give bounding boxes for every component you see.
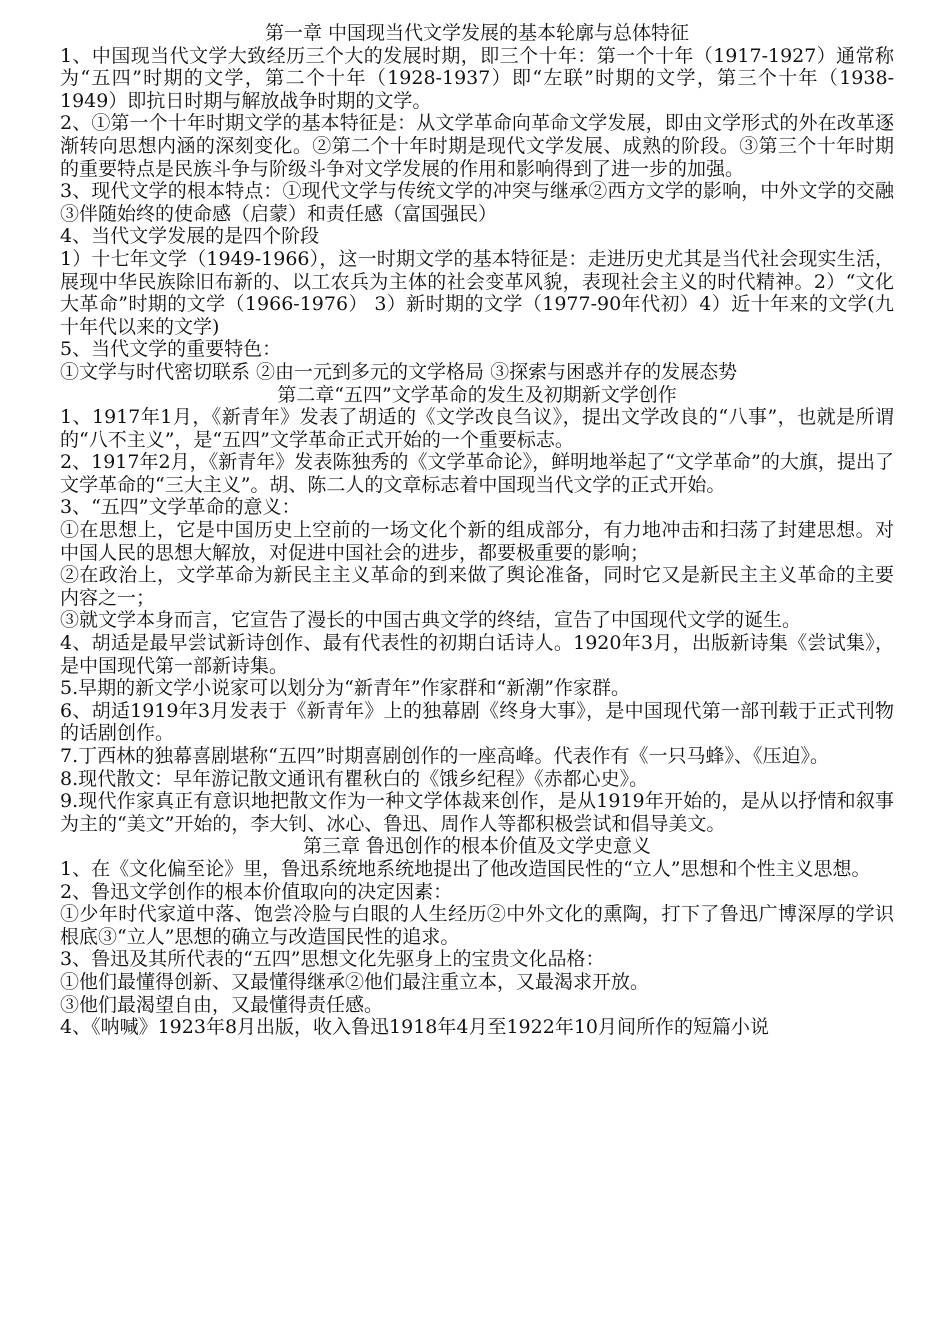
paragraph: ①在思想上，它是中国历史上空前的一场文化个新的组成部分，有力地冲击和扫荡了封建思想。对中国人民的思想大解放，对促进中国社会的进步，都要极重要的影响； — [60, 519, 894, 564]
paragraph: ①文学与时代密切联系 ②由一元到多元的文学格局 ③探索与困惑并存的发展态势 — [60, 360, 738, 383]
paragraph: ①少年时代家道中落、饱尝冷脸与白眼的人生经历②中外文化的熏陶，打下了鲁迅广博深厚的学识根底③“立人”思想的确立与改造国民性的追求。 — [60, 903, 894, 948]
paragraph: 7.丁西林的独幕喜剧堪称“五四”时期喜剧创作的一座高峰。代表作有《一只马蜂》、《压迫》。 — [60, 745, 830, 767]
paragraph: 1、在《文化偏至论》里，鲁迅系统地系统地提出了他改造国民性的“立人”思想和个性主义思想。 — [60, 857, 871, 880]
paragraph: 1）十七年文学（1949-1966），这一时期文学的基本特征是：走进历史尤其是当代社会现实生活，展现中华民族除旧布新的、以工农兵为主体的社会变革风貌，表现社会主义的时代精神。2）“文化大革命”时期的文学（1966-1976） 3）新时期的文学（1977-90年代初）4）近十年来的文学(九十年代以来的文学) — [60, 247, 894, 338]
paragraph: 4、《呐喊》1923年8月出版，收入鲁迅1918年4月至1922年10月间所作的短篇小说 — [60, 1016, 770, 1039]
chapter-1-title: 第一章 中国现当代文学发展的基本轮廓与总体特征 — [264, 22, 690, 44]
paragraph: 3、鲁迅及其所代表的“五四”思想文化先驱身上的宝贵文化品格： — [60, 948, 605, 971]
paragraph: 2、鲁迅文学创作的根本价值取向的决定因素： — [60, 880, 453, 903]
paragraph: 8.现代散文：早年游记散文通讯有瞿秋白的《饿乡纪程》《赤都心史》。 — [60, 767, 649, 790]
document-body — [60, 22, 894, 1039]
paragraph: 3、现代文学的根本特点：①现代文学与传统文学的冲突与继承②西方文学的影响，中外文学的交融③伴随始终的使命感（启蒙）和责任感（富国强民） — [60, 180, 894, 225]
paragraph: 2、①第一个十年时期文学的基本特征是：从文学革命向革命文学发展，即由文学形式的外在改革逐渐转向思想内涵的深刻变化。②第二个十年时期是现代文学发展、成熟的阶段。③第三个十年时期的重要特点是民族斗争与阶级斗争对文学发展的作用和影响得到了进一步的加强。 — [60, 112, 894, 180]
paragraph: 2、1917年2月，《新青年》发表陈独秀的《文学革命论》，鲜明地举起了“文学革命”的大旗，提出了文学革命的“三大主义”。胡、陈二人的文章标志着中国现当代文学的正式开始。 — [60, 451, 894, 496]
paragraph: ②在政治上，文学革命为新民主主义革命的到来做了舆论准备，同时它又是新民主主义革命的主要内容之一； — [60, 564, 894, 609]
paragraph: 5、当代文学的重要特色： — [60, 338, 282, 361]
paragraph: 9.现代作家真正有意识地把散文作为一种文学体裁来创作，是从1919年开始的，是从以抒情和叙事为主的“美文”开始的，李大钊、冰心、鲁迅、周作人等都积极尝试和倡导美文。 — [60, 790, 894, 835]
paragraph: 6、胡适1919年3月发表于《新青年》上的独幕剧《终身大事》，是中国现代第一部刊载于正式刊物的话剧创作。 — [60, 699, 894, 745]
chapter-2-title: 第二章“五四”文学革命的发生及初期新文学创作 — [277, 383, 677, 406]
chapter-3-title: 第三章 鲁迅创作的根本价值及文学史意义 — [302, 835, 652, 858]
paragraph: ①他们最懂得创新、又最懂得继承②他们最注重立本，又最渴求开放。 — [60, 970, 650, 993]
paragraph: ③他们最渴望自由，又最懂得责任感。 — [60, 993, 384, 1016]
paragraph: 3、“五四”文学革命的意义： — [60, 496, 301, 519]
paragraph: 4、当代文学发展的是四个阶段 — [60, 225, 320, 248]
paragraph: 1、1917年1月，《新青年》发表了胡适的《文学改良刍议》，提出文学改良的“八事”，也就是所谓的“八不主义”，是“五四”文学革命正式开始的一个重要标志。 — [60, 406, 894, 451]
paragraph: 4、胡适是最早尝试新诗创作、最有代表性的初期白话诗人。1920年3月，出版新诗集《尝试集》，是中国现代第一部新诗集。 — [60, 632, 894, 677]
paragraph: 1、中国现当代文学大致经历三个大的发展时期，即三个十年：第一个十年（1917-1927）通常称为“五四”时期的文学，第二个十年（1928-1937）即“左联”时期的文学，第三个十年（1938-1949）即抗日时期与解放战争时期的文学。 — [60, 44, 894, 112]
paragraph: ③就文学本身而言，它宣告了漫长的中国古典文学的终结，宣告了中国现代文学的诞生。 — [60, 609, 802, 632]
paragraph: 5.早期的新文学小说家可以划分为“新青年”作家群和“新潮”作家群。 — [60, 677, 630, 700]
